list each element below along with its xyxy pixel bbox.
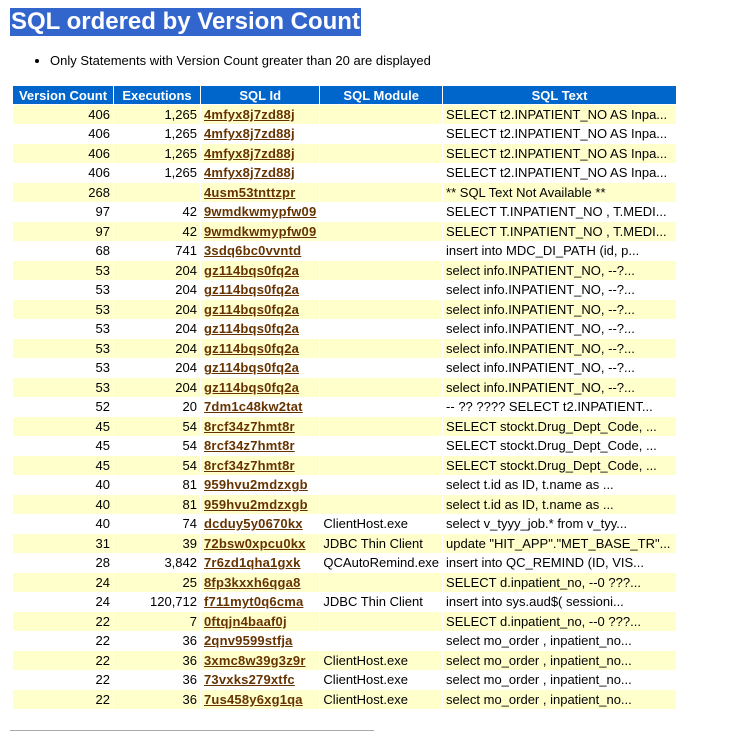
cell-version-count: 45 xyxy=(13,437,113,456)
cell-executions: 25 xyxy=(114,573,200,592)
cell-executions: 204 xyxy=(114,261,200,280)
cell-sql-module xyxy=(320,183,442,202)
cell-sql-id xyxy=(201,632,319,651)
cell-version-count: 53 xyxy=(13,300,113,319)
cell-executions: 36 xyxy=(114,651,200,670)
cell-sql-id xyxy=(201,339,319,358)
version-count-table xyxy=(12,85,677,710)
cell-executions: 204 xyxy=(114,300,200,319)
cell-sql-id xyxy=(201,495,319,514)
cell-sql-text: select mo_order , inpatient_no... xyxy=(443,671,676,690)
cell-sql-text: update "HIT_APP"."MET_BASE_TR"... xyxy=(443,534,676,553)
cell-sql-text: SELECT t2.INPATIENT_NO AS Inpa... xyxy=(443,125,676,144)
cell-sql-module xyxy=(320,573,442,592)
cell-executions: 7 xyxy=(114,612,200,631)
cell-sql-module: ClientHost.exe xyxy=(320,671,442,690)
cell-sql-id xyxy=(201,593,319,612)
sql-id-link[interactable]: 7r6zd1qha1gxk xyxy=(204,555,301,571)
cell-sql-text: SELECT d.inpatient_no, --0 ???... xyxy=(443,573,676,592)
cell-version-count: 31 xyxy=(13,534,113,553)
cell-sql-module: JDBC Thin Client xyxy=(320,534,442,553)
cell-executions: 204 xyxy=(114,320,200,339)
cell-sql-text: insert into sys.aud$( sessioni... xyxy=(443,593,676,612)
cell-sql-id xyxy=(201,554,319,573)
note-item: • Only Statements with Version Count greater than 20 are displayed xyxy=(50,52,721,70)
cell-executions: 1,265 xyxy=(114,144,200,163)
cell-version-count: 45 xyxy=(13,417,113,436)
cell-executions: 20 xyxy=(114,398,200,417)
sql-id-link[interactable]: 72bsw0xpcu0kx xyxy=(204,535,306,551)
table-row xyxy=(13,593,676,612)
cell-version-count: 406 xyxy=(13,105,113,124)
table-row xyxy=(13,651,676,670)
cell-sql-id xyxy=(201,378,319,397)
sql-id-link[interactable]: 8rcf34z7hmt8r xyxy=(204,457,295,473)
table-row xyxy=(13,242,676,261)
table-row xyxy=(13,417,676,436)
cell-version-count: 24 xyxy=(13,573,113,592)
table-row xyxy=(13,222,676,241)
column-header-sql-module: SQL Module xyxy=(320,86,442,104)
cell-version-count: 22 xyxy=(13,671,113,690)
table-row xyxy=(13,456,676,475)
sql-id-link[interactable]: 7dm1c48kw2tat xyxy=(204,399,303,415)
cell-sql-module xyxy=(320,495,442,514)
cell-version-count: 28 xyxy=(13,554,113,573)
cell-sql-text: select mo_order , inpatient_no... xyxy=(443,632,676,651)
cell-sql-id xyxy=(201,281,319,300)
cell-sql-module xyxy=(320,398,442,417)
cell-sql-module xyxy=(320,320,442,339)
sql-id-link[interactable]: 7us458y6xg1qa xyxy=(204,691,303,707)
table-row xyxy=(13,378,676,397)
sql-id-link[interactable]: gz114bqs0fq2a xyxy=(204,282,300,298)
table-row xyxy=(13,573,676,592)
cell-executions: 54 xyxy=(114,417,200,436)
sql-id-link[interactable]: 9wmdkwmypfw09 xyxy=(204,223,317,239)
cell-sql-text: select info.INPATIENT_NO, --?... xyxy=(443,281,676,300)
cell-sql-module xyxy=(320,222,442,241)
sql-id-link[interactable]: 4mfyx8j7zd88j xyxy=(204,165,295,181)
footer-divider xyxy=(10,730,374,731)
cell-sql-text: SELECT t2.INPATIENT_NO AS Inpa... xyxy=(443,144,676,163)
cell-version-count: 97 xyxy=(13,222,113,241)
sql-id-link[interactable]: 9wmdkwmypfw09 xyxy=(204,204,317,220)
cell-sql-text: SELECT stockt.Drug_Dept_Code, ... xyxy=(443,456,676,475)
cell-executions xyxy=(114,183,200,202)
cell-sql-id xyxy=(201,203,319,222)
cell-sql-id xyxy=(201,534,319,553)
cell-sql-module xyxy=(320,339,442,358)
sql-id-link[interactable]: gz114bqs0fq2a xyxy=(204,340,300,356)
table-row xyxy=(13,203,676,222)
cell-version-count: 97 xyxy=(13,203,113,222)
sql-id-link[interactable]: 2qnv9599stfja xyxy=(204,633,293,649)
table-row xyxy=(13,359,676,378)
sql-id-link[interactable]: 8rcf34z7hmt8r xyxy=(204,418,295,434)
cell-sql-module xyxy=(320,203,442,222)
cell-sql-id xyxy=(201,183,319,202)
cell-sql-text: select info.INPATIENT_NO, --?... xyxy=(443,320,676,339)
cell-sql-id xyxy=(201,320,319,339)
table-row xyxy=(13,398,676,417)
table-row xyxy=(13,554,676,573)
cell-sql-module xyxy=(320,281,442,300)
cell-sql-text: select v_tyyy_job.* from v_tyy... xyxy=(443,515,676,534)
cell-sql-id xyxy=(201,515,319,534)
cell-sql-id xyxy=(201,144,319,163)
cell-version-count: 53 xyxy=(13,320,113,339)
cell-executions: 81 xyxy=(114,495,200,514)
cell-version-count: 40 xyxy=(13,476,113,495)
sql-id-link[interactable]: 959hvu2mdzxgb xyxy=(204,477,308,493)
cell-sql-module xyxy=(320,456,442,475)
cell-executions: 36 xyxy=(114,632,200,651)
table-row xyxy=(13,534,676,553)
cell-version-count: 40 xyxy=(13,495,113,514)
cell-sql-module: ClientHost.exe xyxy=(320,515,442,534)
cell-sql-id xyxy=(201,456,319,475)
cell-sql-id xyxy=(201,125,319,144)
sql-id-link[interactable]: 4mfyx8j7zd88j xyxy=(204,126,295,142)
cell-executions: 120,712 xyxy=(114,593,200,612)
cell-version-count: 22 xyxy=(13,690,113,709)
cell-sql-module xyxy=(320,105,442,124)
cell-sql-module xyxy=(320,359,442,378)
sql-id-link[interactable]: 4mfyx8j7zd88j xyxy=(204,145,295,161)
cell-sql-text: select t.id as ID, t.name as ... xyxy=(443,495,676,514)
cell-sql-module xyxy=(320,378,442,397)
column-header-version-count: Version Count xyxy=(13,86,113,104)
cell-version-count: 22 xyxy=(13,651,113,670)
table-row xyxy=(13,339,676,358)
cell-sql-module xyxy=(320,144,442,163)
cell-sql-id xyxy=(201,222,319,241)
table-row xyxy=(13,476,676,495)
cell-sql-text: SELECT stockt.Drug_Dept_Code, ... xyxy=(443,437,676,456)
cell-sql-text: SELECT stockt.Drug_Dept_Code, ... xyxy=(443,417,676,436)
cell-sql-text: insert into MDC_DI_PATH (id, p... xyxy=(443,242,676,261)
cell-sql-text: SELECT d.inpatient_no, --0 ???... xyxy=(443,612,676,631)
cell-sql-text: insert into QC_REMIND (ID, VIS... xyxy=(443,554,676,573)
cell-sql-text: -- ?? ???? SELECT t2.INPATIENT... xyxy=(443,398,676,417)
table-row xyxy=(13,144,676,163)
cell-version-count: 40 xyxy=(13,515,113,534)
cell-sql-id xyxy=(201,651,319,670)
cell-executions: 54 xyxy=(114,456,200,475)
table-row xyxy=(13,437,676,456)
sql-id-link[interactable]: 4mfyx8j7zd88j xyxy=(204,106,295,122)
table-row xyxy=(13,164,676,183)
cell-sql-text: select info.INPATIENT_NO, --?... xyxy=(443,378,676,397)
sql-id-link[interactable]: 4usm53tnttzpr xyxy=(204,184,296,200)
table-row xyxy=(13,105,676,124)
cell-sql-module: ClientHost.exe xyxy=(320,690,442,709)
cell-executions: 36 xyxy=(114,671,200,690)
cell-sql-text: select info.INPATIENT_NO, --?... xyxy=(443,339,676,358)
table-row xyxy=(13,612,676,631)
table-body xyxy=(13,105,676,709)
cell-sql-module xyxy=(320,242,442,261)
cell-executions: 42 xyxy=(114,203,200,222)
table-row xyxy=(13,320,676,339)
cell-sql-text: select info.INPATIENT_NO, --?... xyxy=(443,261,676,280)
cell-sql-id xyxy=(201,437,319,456)
sql-id-link[interactable]: gz114bqs0fq2a xyxy=(204,360,300,376)
cell-sql-module: ClientHost.exe xyxy=(320,651,442,670)
cell-sql-text: select t.id as ID, t.name as ... xyxy=(443,476,676,495)
cell-version-count: 45 xyxy=(13,456,113,475)
cell-version-count: 22 xyxy=(13,632,113,651)
cell-version-count: 406 xyxy=(13,164,113,183)
cell-executions: 81 xyxy=(114,476,200,495)
table-row xyxy=(13,632,676,651)
table-row xyxy=(13,125,676,144)
cell-sql-text: SELECT T.INPATIENT_NO , T.MEDI... xyxy=(443,203,676,222)
table-row xyxy=(13,281,676,300)
table-row xyxy=(13,183,676,202)
cell-sql-id xyxy=(201,105,319,124)
cell-executions: 741 xyxy=(114,242,200,261)
cell-version-count: 24 xyxy=(13,593,113,612)
table-row xyxy=(13,671,676,690)
table-row xyxy=(13,515,676,534)
cell-sql-text: select mo_order , inpatient_no... xyxy=(443,651,676,670)
cell-sql-id xyxy=(201,261,319,280)
cell-sql-module: QCAutoRemind.exe xyxy=(320,554,442,573)
cell-executions: 1,265 xyxy=(114,105,200,124)
table-row xyxy=(13,261,676,280)
cell-executions: 74 xyxy=(114,515,200,534)
sql-id-link[interactable]: 0ftqjn4baaf0j xyxy=(204,613,287,629)
sql-id-link[interactable]: 959hvu2mdzxgb xyxy=(204,496,308,512)
column-header-sql-text: SQL Text xyxy=(443,86,676,104)
cell-sql-text: SELECT T.INPATIENT_NO , T.MEDI... xyxy=(443,222,676,241)
cell-sql-text: select info.INPATIENT_NO, --?... xyxy=(443,359,676,378)
cell-sql-text: select info.INPATIENT_NO, --?... xyxy=(443,300,676,319)
cell-sql-id xyxy=(201,359,319,378)
cell-version-count: 268 xyxy=(13,183,113,202)
sql-id-link[interactable]: 3sdq6bc0vvntd xyxy=(204,243,302,259)
cell-executions: 204 xyxy=(114,339,200,358)
cell-sql-module: JDBC Thin Client xyxy=(320,593,442,612)
cell-executions: 42 xyxy=(114,222,200,241)
column-header-executions: Executions xyxy=(114,86,200,104)
table-header-row xyxy=(13,86,676,104)
cell-version-count: 53 xyxy=(13,281,113,300)
cell-executions: 1,265 xyxy=(114,164,200,183)
cell-sql-module xyxy=(320,612,442,631)
sql-id-link[interactable]: gz114bqs0fq2a xyxy=(204,262,300,278)
cell-sql-text: ** SQL Text Not Available ** xyxy=(443,183,676,202)
cell-sql-module xyxy=(320,125,442,144)
table-row xyxy=(13,690,676,709)
sql-id-link[interactable]: dcduy5y0670kx xyxy=(204,516,303,532)
cell-sql-id xyxy=(201,417,319,436)
cell-sql-id xyxy=(201,671,319,690)
sql-id-link[interactable]: 8rcf34z7hmt8r xyxy=(204,438,295,454)
cell-version-count: 53 xyxy=(13,261,113,280)
cell-executions: 3,842 xyxy=(114,554,200,573)
cell-sql-id xyxy=(201,242,319,261)
cell-version-count: 68 xyxy=(13,242,113,261)
cell-sql-text: SELECT t2.INPATIENT_NO AS Inpa... xyxy=(443,105,676,124)
cell-executions: 1,265 xyxy=(114,125,200,144)
cell-executions: 54 xyxy=(114,437,200,456)
cell-sql-id xyxy=(201,573,319,592)
cell-sql-module xyxy=(320,261,442,280)
cell-sql-id xyxy=(201,398,319,417)
cell-version-count: 52 xyxy=(13,398,113,417)
sql-id-link[interactable]: f711myt0q6cma xyxy=(204,594,304,610)
cell-executions: 36 xyxy=(114,690,200,709)
cell-executions: 204 xyxy=(114,359,200,378)
sql-id-link[interactable]: gz114bqs0fq2a xyxy=(204,321,300,337)
page-title: SQL ordered by Version Count xyxy=(11,8,360,35)
cell-sql-module xyxy=(320,164,442,183)
cell-sql-id xyxy=(201,690,319,709)
cell-executions: 39 xyxy=(114,534,200,553)
cell-sql-text: SELECT t2.INPATIENT_NO AS Inpa... xyxy=(443,164,676,183)
cell-sql-module xyxy=(320,417,442,436)
cell-sql-module xyxy=(320,300,442,319)
sql-id-link[interactable]: gz114bqs0fq2a xyxy=(204,379,300,395)
cell-sql-text: select mo_order , inpatient_no... xyxy=(443,690,676,709)
table-row xyxy=(13,495,676,514)
sql-id-link[interactable]: 3xmc8w39g3z9r xyxy=(204,652,306,668)
cell-sql-id xyxy=(201,164,319,183)
cell-version-count: 53 xyxy=(13,359,113,378)
cell-version-count: 22 xyxy=(13,612,113,631)
cell-sql-module xyxy=(320,476,442,495)
column-header-sql-id: SQL Id xyxy=(201,86,319,104)
cell-sql-id xyxy=(201,300,319,319)
sql-id-link[interactable]: 8fp3kxxh6qga8 xyxy=(204,574,301,590)
cell-sql-module xyxy=(320,437,442,456)
table-row xyxy=(13,300,676,319)
sql-id-link[interactable]: gz114bqs0fq2a xyxy=(204,301,300,317)
cell-version-count: 53 xyxy=(13,378,113,397)
notes-list xyxy=(10,52,721,70)
cell-version-count: 406 xyxy=(13,125,113,144)
cell-executions: 204 xyxy=(114,281,200,300)
cell-sql-id xyxy=(201,612,319,631)
cell-sql-module xyxy=(320,632,442,651)
cell-version-count: 406 xyxy=(13,144,113,163)
cell-executions: 204 xyxy=(114,378,200,397)
cell-sql-id xyxy=(201,476,319,495)
cell-version-count: 53 xyxy=(13,339,113,358)
sql-id-link[interactable]: 73vxks279xtfc xyxy=(204,672,295,688)
